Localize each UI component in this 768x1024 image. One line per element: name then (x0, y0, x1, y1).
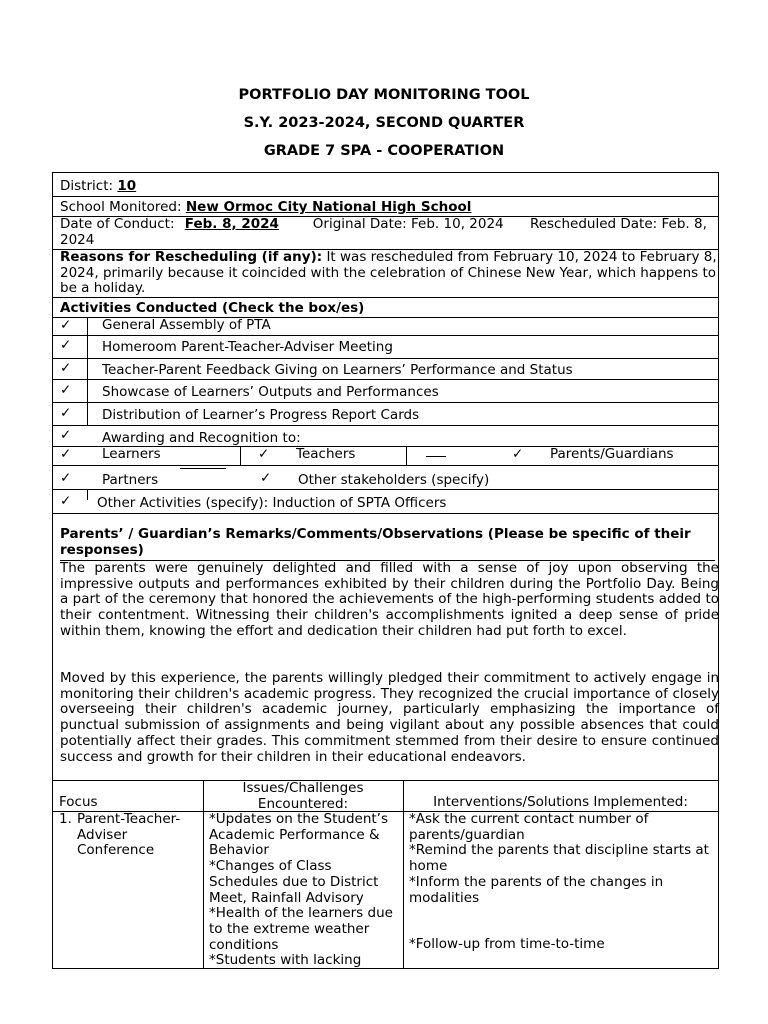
remarks-heading: Parents’ / Guardian’s Remarks/Comments/Observations (Please be specific of their responses) (60, 526, 691, 558)
intervention-item: *Inform the parents of the changes in modalities (409, 873, 664, 906)
activity-label: Showcase of Learners’ Outputs and Performances (102, 384, 439, 400)
check-icon: ✓ (60, 427, 72, 443)
divider (87, 380, 88, 403)
activity-row-3 (53, 359, 718, 380)
activity-label: Awarding and Recognition to: (102, 430, 301, 446)
divider (406, 447, 407, 466)
interventions-cell (403, 810, 718, 955)
awardees-row-2 (53, 466, 718, 490)
issues-cell (203, 810, 403, 971)
divider (240, 447, 241, 466)
grade-section: GRADE 7 SPA - COOPERATION (263, 143, 505, 159)
check-icon: ✓ (60, 337, 72, 353)
activities-heading: Activities Conducted (Check the box/es) (60, 300, 365, 316)
rescheduled-value: Feb. 8, 2024 (60, 217, 707, 248)
awardee-teachers: Teachers (296, 446, 356, 462)
district-row (53, 173, 718, 197)
blank-line (180, 468, 226, 469)
rescheduled-label: Rescheduled Date: (529, 217, 658, 232)
activity-row-4 (53, 380, 718, 403)
check-icon: ✓ (60, 470, 72, 486)
school-row (53, 197, 718, 217)
school-year: S.Y. 2023-2024, SECOND QUARTER (243, 115, 525, 131)
activity-label: Distribution of Learner’s Progress Report Cards (102, 407, 420, 423)
focus-table (52, 780, 719, 969)
check-icon: ✓ (260, 470, 272, 486)
activity-row-6 (53, 426, 718, 446)
issue-item: *Health of the learners due to the extreme weather conditions (209, 905, 393, 953)
activity-label: General Assembly of PTA (102, 318, 271, 333)
activity-label: Homeroom Parent-Teacher-Adviser Meeting (102, 339, 393, 355)
divider (87, 403, 88, 426)
conduct-label: Date of Conduct: (60, 217, 175, 232)
header-issues: Issues/Challenges Encountered: (242, 780, 364, 812)
check-icon: ✓ (60, 493, 72, 509)
header-focus: Focus (59, 794, 98, 810)
intervention-item: *Remind the parents that discipline starts at home (409, 842, 709, 875)
check-icon: ✓ (60, 318, 72, 333)
check-icon: ✓ (258, 446, 270, 462)
issue-item: *Changes of Class Schedules due to District Meet, Rainfall Advisory (209, 858, 379, 906)
original-value: Feb. 10, 2024 (411, 217, 504, 232)
check-icon: ✓ (60, 405, 72, 421)
check-icon: ✓ (60, 446, 72, 462)
monitoring-form (52, 172, 719, 514)
divider (87, 336, 88, 359)
reasons-label: Reasons for Rescheduling (if any): (60, 250, 323, 265)
divider (87, 490, 88, 500)
divider (87, 359, 88, 380)
blank-line (426, 456, 446, 457)
activity-row-2 (53, 336, 718, 359)
activities-heading-row (53, 298, 718, 318)
check-icon: ✓ (512, 446, 524, 462)
activity-row-5 (53, 403, 718, 426)
focus-cell: Parent-Teacher-Adviser Conference (77, 811, 181, 859)
intervention-item: *Ask the current contact number of parents/guardian (409, 811, 649, 843)
other-activities-label: Other Activities (specify): Induction of SPTA Officers (97, 495, 447, 511)
awardee-parents: Parents/Guardians (550, 446, 674, 462)
reasons-row (53, 250, 718, 298)
row-number: 1. (59, 811, 72, 827)
document-title: PORTFOLIO DAY MONITORING TOOL (238, 87, 530, 103)
original-label: Original Date: (312, 217, 407, 232)
remarks-section (52, 513, 719, 781)
reasons-text: It was rescheduled from February 10, 2024 to February 8, 2024, primarily because it coincided with the celebration of Chinese New Year, which happens to be a holiday. (60, 250, 717, 296)
check-icon: ✓ (60, 382, 72, 398)
school-value: New Ormoc City National High School (185, 199, 472, 215)
conduct-value: Feb. 8, 2024 (184, 217, 279, 232)
dates-row (53, 217, 718, 250)
district-label: District: (60, 178, 114, 194)
school-label: School Monitored: (60, 199, 182, 215)
activity-label: Teacher-Parent Feedback Giving on Learners’ Performance and Status (102, 362, 573, 378)
issue-item: *Students with lacking (209, 952, 362, 969)
divider (87, 318, 88, 336)
header-interventions: Interventions/Solutions Implemented: (433, 794, 688, 810)
other-activities-row (53, 490, 718, 513)
district-value: 10 (117, 178, 137, 194)
remarks-paragraph-1: The parents were genuinely delighted and filled with a sense of joy upon observing the impressive outputs and performances exhibited by their children during the Portfolio Day. Being a part of the ceremony that honored the achievements of the high-performing students added to their contentment. Witnessing their children's accomplishments ignited a deep sense of pride within them, knowing the effort and dedication their children had put forth to excel. (60, 560, 719, 639)
check-icon: ✓ (60, 360, 72, 376)
intervention-item: *Follow-up from time-to-time (409, 936, 605, 953)
awardees-row-1 (53, 446, 718, 466)
remarks-paragraph-2: Moved by this experience, the parents willingly pledged their commitment to actively engage in monitoring their children's academic progress. They recognized the crucial importance of closely overseeing their children's academic journey, particularly emphasizing the importance of punctual submission of assignments and being vigilant about any possible absences that could potentially affect their grades. This commitment stemmed from their desire to ensure continued success and growth for their children in their educational endeavors. (60, 670, 719, 765)
issue-item: *Updates on the Student’s Academic Performance & Behavior (209, 811, 388, 859)
awardee-others: Other stakeholders (specify) (298, 472, 490, 488)
activity-row-1 (53, 318, 718, 336)
awardee-partners: Partners (102, 472, 159, 488)
awardee-learners: Learners (102, 446, 161, 462)
